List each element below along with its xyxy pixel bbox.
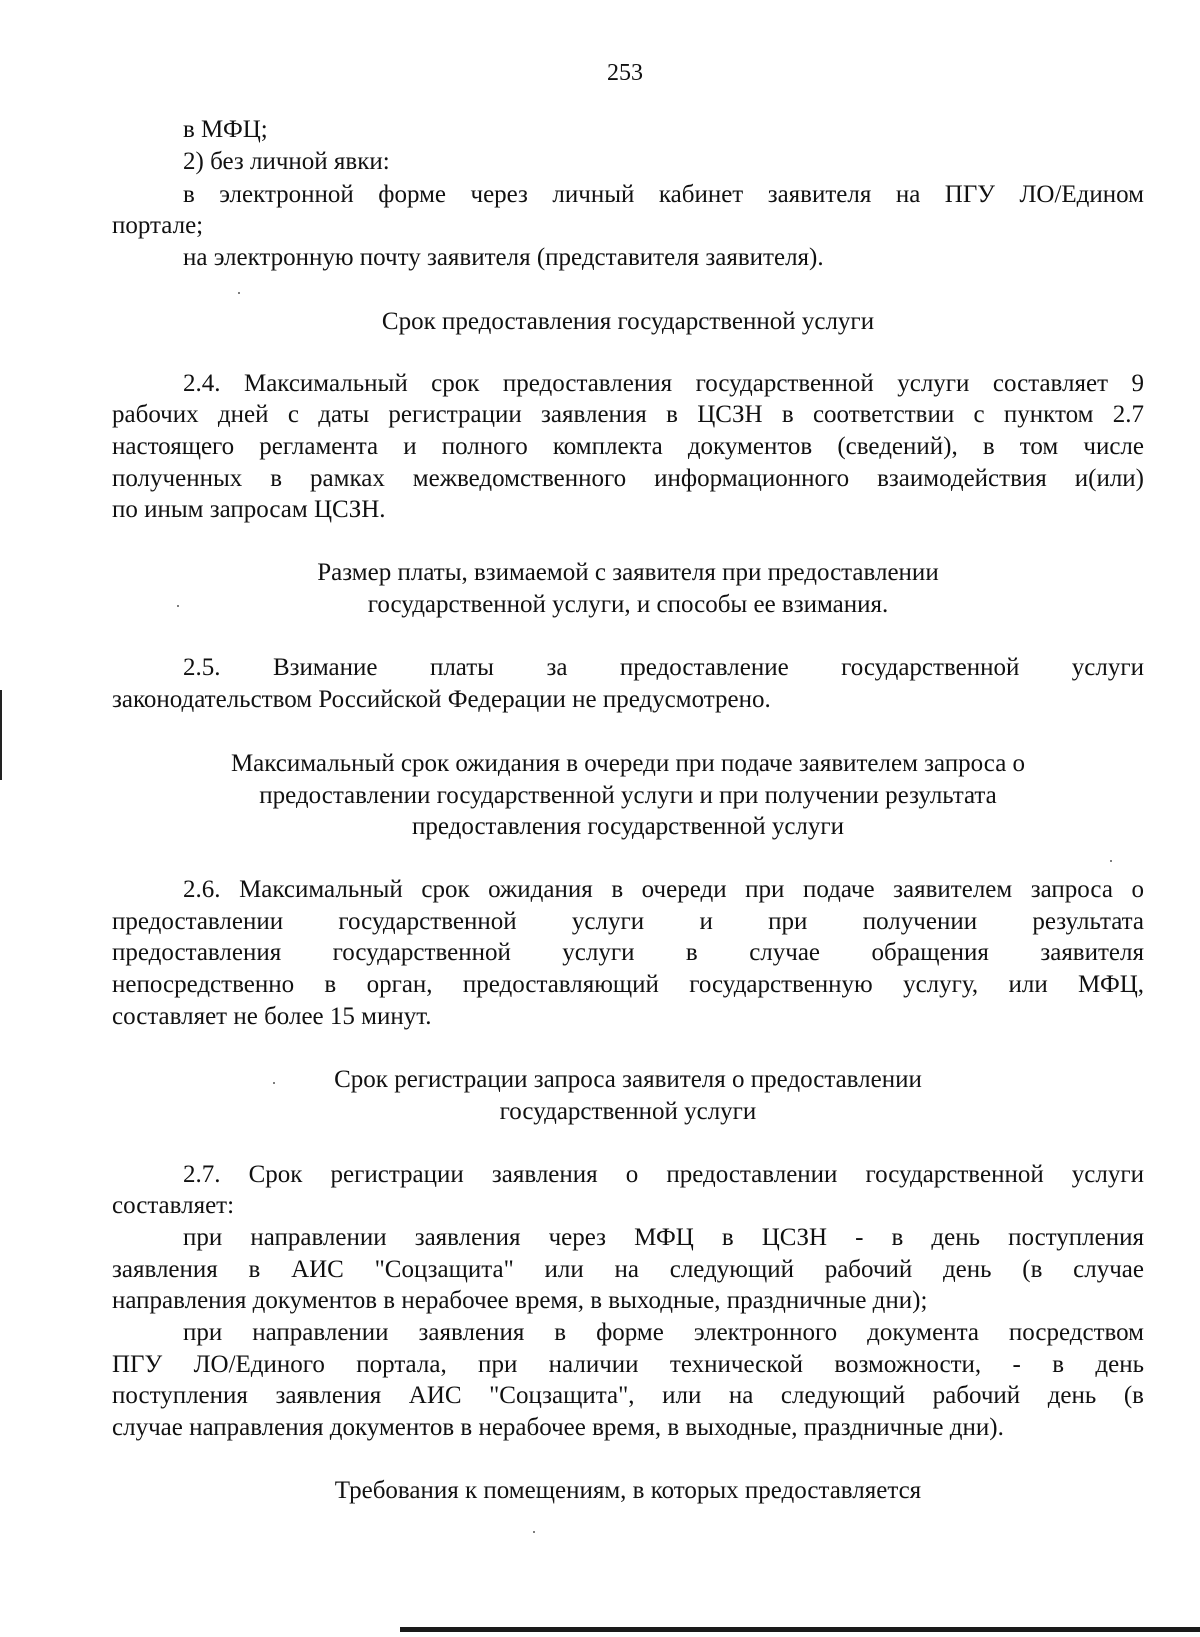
section-heading: государственной услуги, и способы ее взимания. xyxy=(367,591,889,618)
scan-speck xyxy=(238,292,240,294)
paragraph-line: рабочих дней с даты регистрации заявления в ЦСЗН в соответствии с пунктом 2.7 xyxy=(112,401,1144,428)
section-heading: Срок регистрации запроса заявителя о предоставлении xyxy=(334,1066,922,1093)
section-heading: предоставлении государственной услуги и при получении результата xyxy=(259,782,997,809)
page-number: 253 xyxy=(607,60,643,86)
section-heading: Максимальный срок ожидания в очереди при подаче заявителем запроса о xyxy=(230,750,1026,777)
paragraph-line: предоставления государственной услуги в случае обращения заявителя xyxy=(112,939,1144,966)
paragraph-line: случае направления документов в нерабочее время, в выходные, праздничные дни). xyxy=(112,1414,1004,1441)
paragraph-line: полученных в рамках межведомственного информационного взаимодействия и(или) xyxy=(112,465,1144,492)
scan-speck xyxy=(1110,860,1112,862)
paragraph-line: непосредственно в орган, предоставляющий государственную услугу, или МФЦ, xyxy=(112,971,1144,998)
paragraph-line: при направлении заявления через МФЦ в ЦСЗН - в день поступления xyxy=(183,1224,1144,1251)
section-heading: Требования к помещениям, в которых предоставляется xyxy=(334,1477,922,1504)
text-line: в электронной форме через личный кабинет заявителя на ПГУ ЛО/Едином xyxy=(183,181,1144,208)
text-line: в МФЦ; xyxy=(183,116,268,143)
paragraph-line: 2.7. Срок регистрации заявления о предоставлении государственной услуги xyxy=(183,1161,1144,1188)
paragraph-line: при направлении заявления в форме электронного документа посредством xyxy=(183,1319,1144,1346)
paragraph-line: настоящего регламента и полного комплекта документов (сведений), в том числе xyxy=(112,433,1144,460)
paragraph-line: ПГУ ЛО/Единого портала, при наличии технической возможности, - в день xyxy=(112,1351,1144,1378)
scan-bottom-edge xyxy=(400,1627,1200,1632)
paragraph-line: 2.5. Взимание платы за предоставление государственной услуги xyxy=(183,654,1144,681)
scan-speck xyxy=(533,1531,535,1533)
paragraph-line: поступления заявления АИС "Соцзащита", или на следующий рабочий день (в xyxy=(112,1382,1144,1409)
paragraph-line: 2.4. Максимальный срок предоставления государственной услуги составляет 9 xyxy=(183,370,1144,397)
text-line: на электронную почту заявителя (представителя заявителя). xyxy=(183,244,824,271)
section-heading: государственной услуги xyxy=(499,1098,757,1125)
paragraph-line: законодательством Российской Федерации не предусмотрено. xyxy=(112,686,771,713)
section-heading: Срок предоставления государственной услуги xyxy=(381,308,875,335)
paragraph-line: 2.6. Максимальный срок ожидания в очереди при подаче заявителем запроса о xyxy=(183,876,1144,903)
paragraph-line: составляет: xyxy=(112,1192,235,1219)
paragraph-line: направления документов в нерабочее время, в выходные, праздничные дни); xyxy=(112,1287,928,1314)
text-line: 2) без личной явки: xyxy=(183,148,390,175)
scan-edge-mark xyxy=(0,690,2,780)
paragraph-line: составляет не более 15 минут. xyxy=(112,1003,432,1030)
section-heading: предоставления государственной услуги xyxy=(411,813,845,840)
text-line: портале; xyxy=(112,212,204,239)
paragraph-line: предоставлении государственной услуги и при получении результата xyxy=(112,908,1144,935)
paragraph-line: по иным запросам ЦСЗН. xyxy=(112,496,386,523)
section-heading: Размер платы, взимаемой с заявителя при предоставлении xyxy=(317,559,939,586)
paragraph-line: заявления в АИС "Соцзащита" или на следующий рабочий день (в случае xyxy=(112,1256,1144,1283)
